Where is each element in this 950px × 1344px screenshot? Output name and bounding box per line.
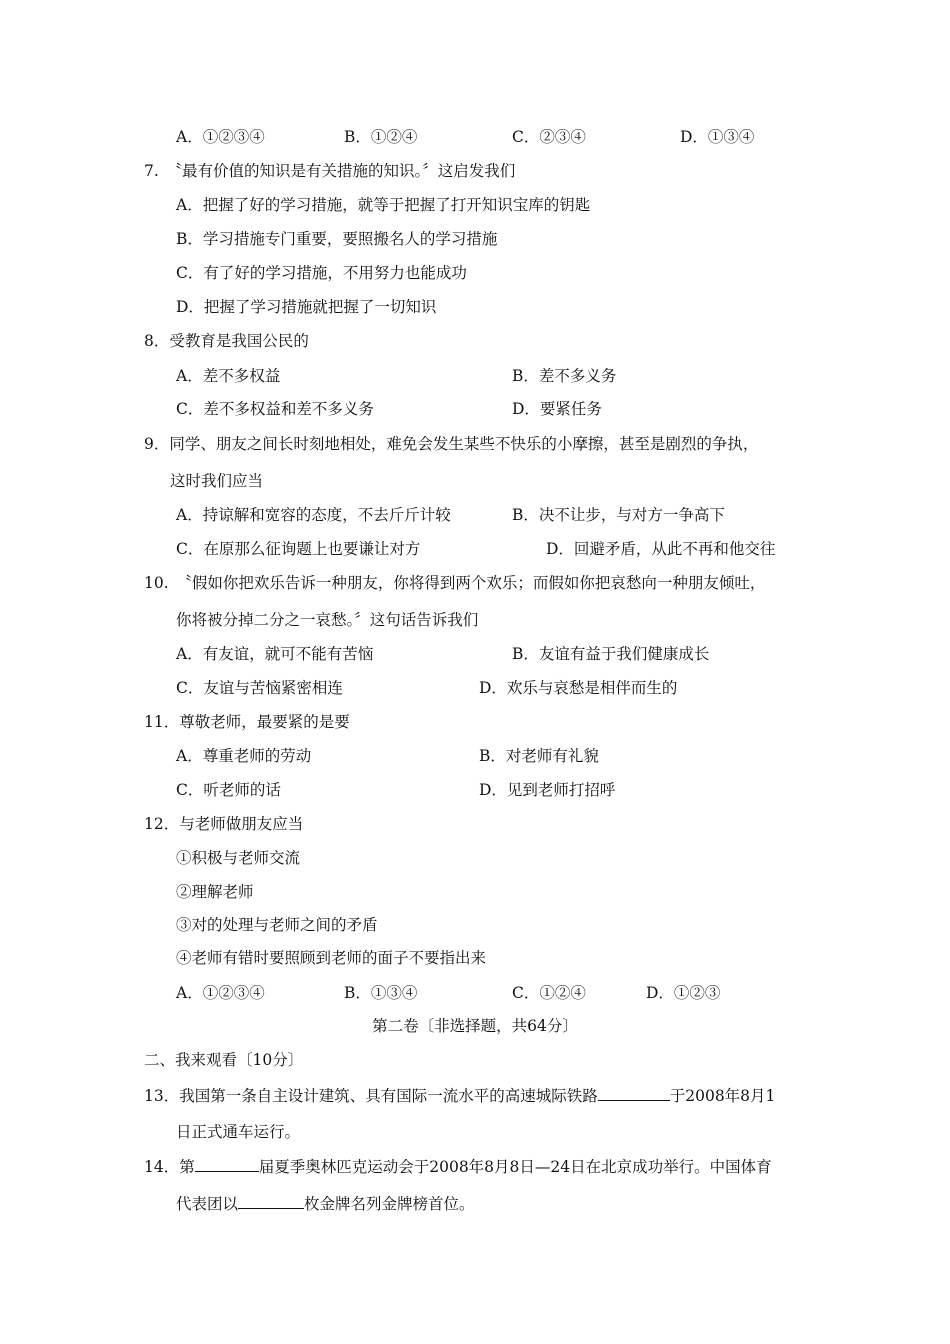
q11-option-d: D．见到老师打招呼	[479, 781, 616, 799]
q7-option-a: A．把握了好的学习措施，就等于把握了打开知识宝库的钥匙	[176, 196, 591, 214]
q9-option-c: C．在原那么征询题上也要谦让对方	[176, 540, 421, 558]
q10-option-d: D．欢乐与哀愁是相伴而生的	[479, 679, 678, 697]
q6-option-a: A．①②③④	[176, 128, 265, 146]
q11-option-c: C．听老师的话	[176, 781, 281, 799]
q12-item-1: ①积极与老师交流	[176, 849, 301, 867]
q8-option-c: C．差不多权益和差不多义务	[176, 400, 374, 418]
q8-option-b: B．差不多义务	[512, 367, 617, 385]
q12-item-2: ②理解老师	[176, 883, 254, 901]
q6-option-d: D．①③④	[680, 128, 755, 146]
q12-item-4: ④老师有错时要照顾到老师的面子不要指出来	[176, 949, 487, 967]
q14-line1	[144, 1156, 772, 1177]
q8-option-d: D．要紧任务	[512, 400, 602, 418]
q6-option-b: B．①②④	[344, 128, 418, 146]
q7-stem: 7. 〝最有价值的知识是有关措施的知识。〞这启发我们	[144, 162, 516, 180]
q6-option-c: C．②③④	[512, 128, 586, 146]
q14-line2	[176, 1193, 475, 1214]
section2-heading: 二、我来观看〔10分〕	[144, 1051, 304, 1069]
q12-item-3: ③对的处理与老师之间的矛盾	[176, 916, 378, 934]
q14-line2-after-blank: 枚金牌名列金牌榜首位。	[304, 1195, 475, 1213]
q11-option-b: B．对老师有礼貌	[479, 747, 599, 765]
q9-option-a: A．持谅解和宽容的态度，不去斤斤计较	[176, 506, 451, 524]
q7-option-c: C．有了好的学习措施，不用努力也能成功	[176, 264, 467, 282]
q9-stem-line1: 9．同学、朋友之间长时刻地相处，难免会发生某些不快乐的小摩擦，甚至是剧烈的争执，	[144, 435, 759, 453]
q8-option-a: A．差不多权益	[176, 367, 281, 385]
q13-answer-blank[interactable]	[598, 1085, 670, 1101]
q11-stem: 11．尊敬老师，最要紧的是要	[144, 713, 350, 731]
q14-answer-blank-2[interactable]	[238, 1193, 304, 1209]
q14-line2-before-blank: 代表团以	[176, 1195, 239, 1213]
q10-option-a: A．有友谊，就可不能有苦恼	[176, 645, 374, 663]
q10-stem-line1: 10. 〝假如你把欢乐告诉一种朋友，你将得到两个欢乐；而假如你把哀愁向一种朋友倾吐，	[144, 574, 766, 592]
q7-option-d: D．把握了学习措施就把握了一切知识	[176, 298, 437, 316]
q12-option-d: D．①②③	[646, 984, 721, 1002]
q12-option-b: B．①③④	[344, 984, 418, 1002]
q8-stem: 8．受教育是我国公民的	[144, 332, 309, 350]
part2-title: 第二卷〔非选择题，共64分〕	[372, 1017, 578, 1035]
q14-answer-blank-1[interactable]	[195, 1156, 259, 1172]
q13-line1	[144, 1085, 775, 1106]
q10-stem-line2: 你将被分掉二分之一哀愁。〞这句话告诉我们	[176, 611, 479, 629]
q7-option-b: B．学习措施专门重要，要照搬名人的学习措施	[176, 230, 498, 248]
q10-option-b: B．友谊有益于我们健康成长	[512, 645, 710, 663]
q12-option-c: C．①②④	[512, 984, 586, 1002]
q9-option-b: B．决不让步，与对方一争高下	[512, 506, 725, 524]
q9-option-d: D．回避矛盾，从此不再和他交往	[546, 540, 776, 558]
q14-text-after-blank: 届夏季奥林匹克运动会于2008年8月8日—24日在北京成功举行。中国体育	[258, 1158, 772, 1176]
q14-text-before-blank: 14．第	[144, 1158, 195, 1176]
q11-option-a: A．尊重老师的劳动	[176, 747, 312, 765]
q12-option-a: A．①②③④	[176, 984, 265, 1002]
q10-option-c: C．友谊与苦恼紧密相连	[176, 679, 343, 697]
q13-text-before-blank: 13．我国第一条自主设计建筑、具有国际一流水平的高速城际铁路	[144, 1087, 598, 1105]
q9-stem-line2: 这时我们应当	[170, 472, 264, 490]
q12-stem: 12．与老师做朋友应当	[144, 815, 304, 833]
q13-line2: 日正式通车运行。	[176, 1123, 301, 1141]
q13-text-after-blank: 于2008年8月1	[669, 1087, 776, 1105]
